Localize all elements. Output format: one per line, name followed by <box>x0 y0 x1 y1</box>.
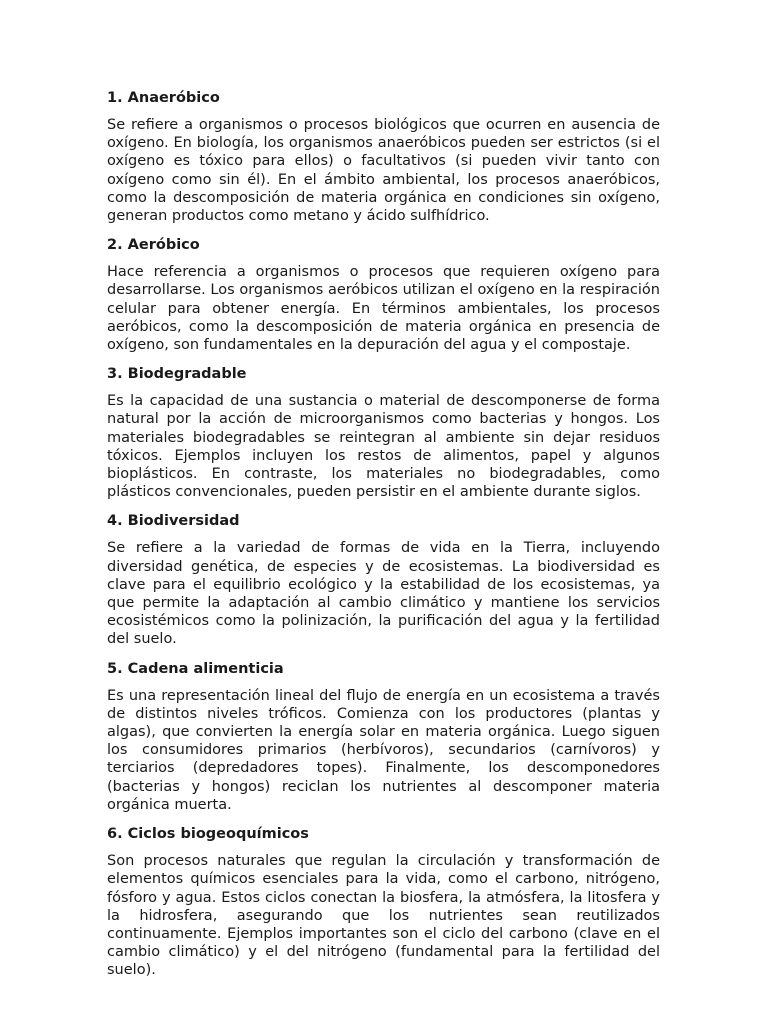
section-heading: 3. Biodegradable <box>107 366 247 383</box>
section-heading: 4. Biodiversidad <box>107 513 240 530</box>
section-heading: 1. Anaeróbico <box>107 90 220 106</box>
section-biodiversidad <box>107 511 660 648</box>
section-heading: 5. Cadena alimenticia <box>107 660 284 677</box>
section-ciclos-biogeoquimicos <box>107 824 660 979</box>
section-cadena-alimenticia <box>107 659 660 814</box>
section-paragraph: Es una representación lineal del flujo de energía en un ecosistema a través de distintos niveles tróficos. Comienza con los productores (plantas y algas), que convierten la energía solar en materia orgánica. Luego siguen los consumidores primarios (herbívoros), secundarios (carnívoros) y terciarios (depredadores topes). Finalmente, los descomponedores (bacterias y hongos) reciclan los nutrientes al descomponer materia orgánica muerta. <box>107 687 660 813</box>
section-paragraph: Es la capacidad de una sustancia o material de descomponerse de forma natural por la acción de microorganismos como bacterias y hongos. Los materiales biodegradables se reintegran al ambiente sin dejar residuos tóxicos. Ejemplos incluyen los restos de alimentos, papel y algunos bioplásticos. En contraste, los materiales no biodegradables, como plásticos convencionales, pueden persistir en el ambiente durante siglos. <box>107 393 660 501</box>
section-aerobico <box>107 235 660 354</box>
section-anaerobico <box>107 88 660 225</box>
section-heading: 6. Ciclos biogeoquímicos <box>107 826 309 843</box>
document-page <box>107 88 660 990</box>
section-paragraph: Se refiere a organismos o procesos biológicos que ocurren en ausencia de oxígeno. En biología, los organismos anaeróbicos pueden ser estrictos (si el oxígeno es tóxico para ellos) o facultativos (si pueden vivir tanto con oxígeno como sin él). En el ámbito ambiental, los procesos anaeróbicos, como la descomposición de materia orgánica en condiciones sin oxígeno, generan productos como metano y ácido sulfhídrico. <box>107 117 660 225</box>
section-paragraph: Se refiere a la variedad de formas de vida en la Tierra, incluyendo diversidad genética, de especies y de ecosistemas. La biodiversidad es clave para el equilibrio ecológico y la estabilidad de los ecosistemas, ya que permite la adaptación al cambio climático y mantiene los servicios ecosistémicos como la polinización, la purificación del agua y la fertilidad del suelo. <box>107 540 660 648</box>
section-paragraph: Hace referencia a organismos o procesos que requieren oxígeno para desarrollarse. Los organismos aeróbicos utilizan el oxígeno en la respiración celular para obtener energía. En términos ambientales, los procesos aeróbicos, como la descomposición de materia orgánica en presencia de oxígeno, son fundamentales en la depuración del agua y el compostaje. <box>107 264 660 354</box>
section-paragraph: Son procesos naturales que regulan la circulación y transformación de elementos químicos esenciales para la vida, como el carbono, nitrógeno, fósforo y agua. Estos ciclos conectan la biosfera, la atmósfera, la litosfera y la hidrosfera, asegurando que los nutrientes sean reutilizados continuamente. Ejemplos importantes son el ciclo del carbono (clave en el cambio climático) y el del nitrógeno (fundamental para la fertilidad del suelo). <box>107 853 660 979</box>
section-heading: 2. Aeróbico <box>107 237 200 254</box>
section-biodegradable <box>107 364 660 501</box>
